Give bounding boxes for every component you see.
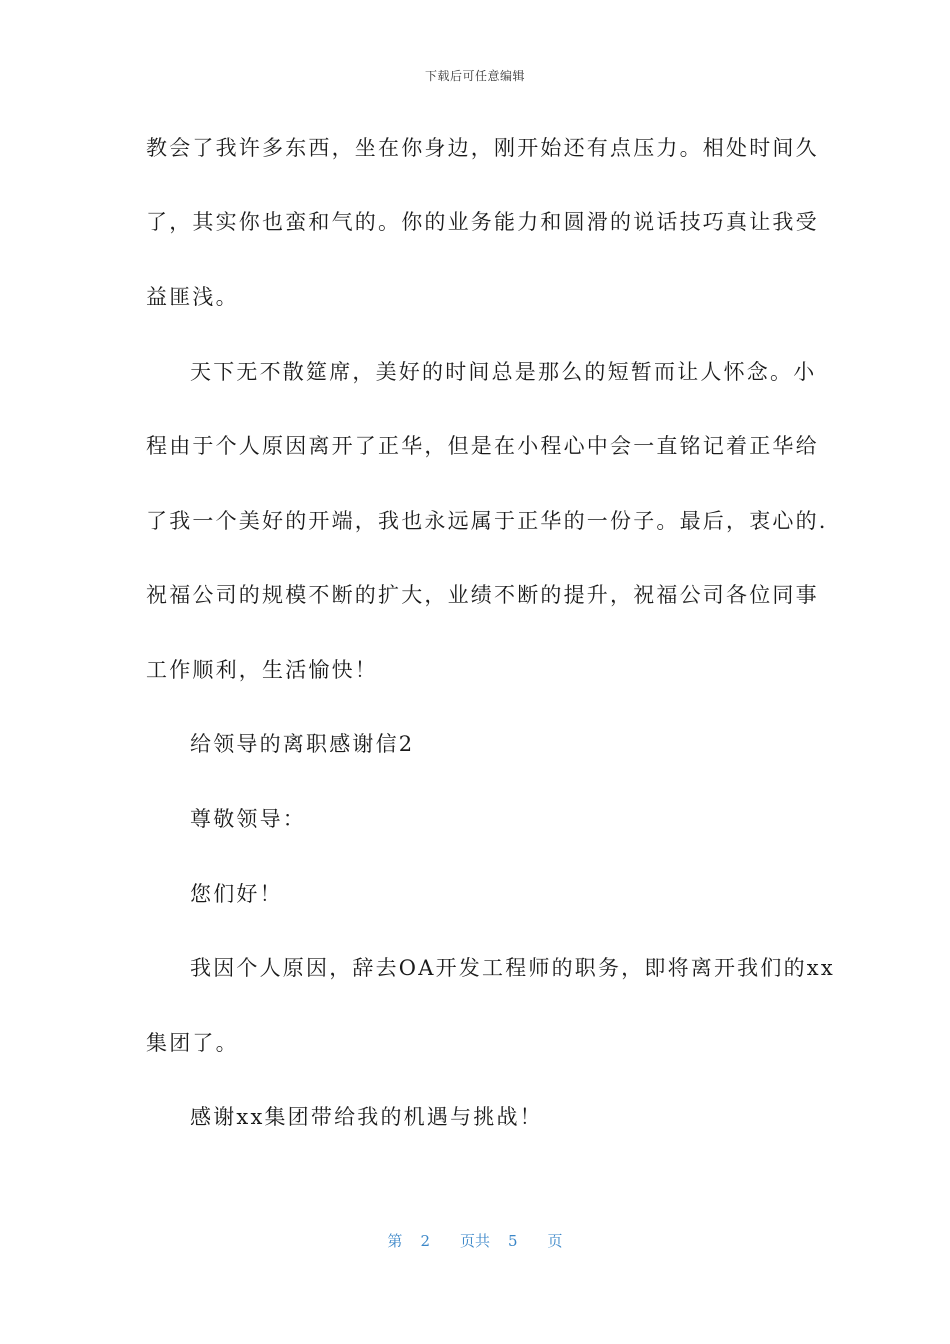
page-number-footer [0, 1230, 950, 1251]
body-line: 了我一个美好的开端，我也永远属于正华的一份子。最后，衷心的. [146, 509, 828, 533]
body-line: 天下无不散筵席，美好的时间总是那么的短暂而让人怀念。小 [190, 360, 817, 384]
body-line: 集团了。 [146, 1031, 239, 1055]
body-line: 我因个人原因，辞去OA开发工程师的职务，即将离开我们的xx [190, 956, 835, 980]
footer-page-word: 第 [387, 1232, 403, 1250]
body-line: 了，其实你也蛮和气的。你的业务能力和圆滑的说话技巧真让我受 [146, 210, 819, 234]
footer-total-word: 页共 [459, 1232, 490, 1250]
page-header-note: 下载后可任意编辑 [424, 69, 525, 83]
body-line: 程由于个人原因离开了正华，但是在小程心中会一直铭记着正华给 [146, 434, 819, 458]
greeting: 您们好！ [190, 882, 283, 906]
footer-total-pages: 5 [508, 1232, 518, 1250]
body-line: 教会了我许多东西，坐在你身边，刚开始还有点压力。相处时间久 [146, 136, 819, 160]
footer-end-word: 页 [547, 1232, 563, 1250]
footer-current-page: 2 [420, 1232, 430, 1250]
section-heading: 给领导的离职感谢信2 [190, 732, 415, 756]
salutation: 尊敬领导： [190, 807, 306, 831]
body-line: 工作顺利，生活愉快！ [146, 658, 378, 682]
body-line: 祝福公司的规模不断的扩大，业绩不断的提升，祝福公司各位同事 [146, 583, 819, 607]
body-line: 益匪浅。 [146, 285, 239, 309]
body-line: 感谢xx集团带给我的机遇与挑战！ [190, 1105, 543, 1129]
